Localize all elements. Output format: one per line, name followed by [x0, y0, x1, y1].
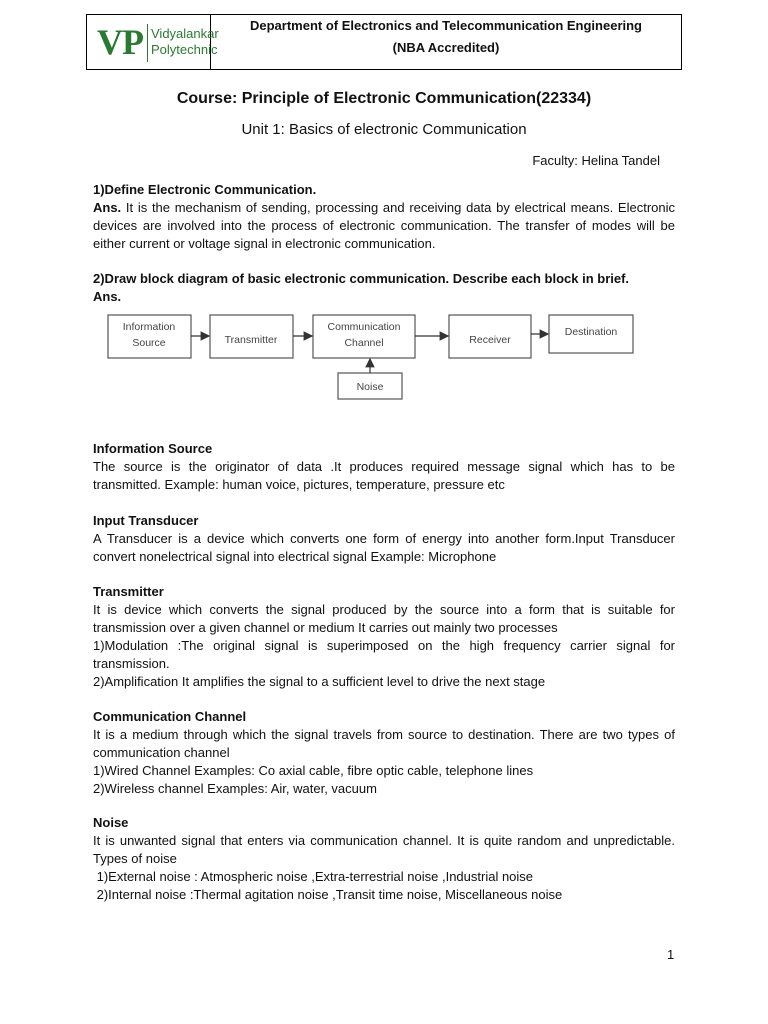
logo [87, 15, 219, 69]
section-transmitter [93, 583, 675, 691]
section-item: 2)Amplification It amplifies the signal to a sufficient level to drive the next stage [93, 674, 546, 689]
section-text: A Transducer is a device which converts one form of energy into another form.Input Transducer convert nonelectrical signal into electrical signal Example: Microphone [93, 531, 675, 564]
answer-label: Ans. [93, 289, 122, 304]
receiver-label: Receiver [469, 334, 511, 346]
logo-name-line1: Vidyalankar [151, 26, 219, 41]
accreditation: (NBA Accredited) [392, 40, 500, 55]
section-noise [93, 814, 675, 904]
section-input-transducer [93, 512, 675, 566]
section-heading: Input Transducer [93, 513, 199, 528]
unit-title: Unit 1: Basics of electronic Communication [241, 121, 527, 138]
question-1 [93, 181, 675, 253]
section-text: The source is the originator of data .It produces required message signal which has to be transmitted. Example: human voice, pictures, temperature, pressure etc [93, 459, 675, 492]
logo-name [151, 26, 219, 58]
destination-label: Destination [564, 326, 618, 338]
page-number: 1 [667, 947, 675, 962]
question-2 [93, 270, 675, 306]
section-heading: Noise [93, 815, 129, 830]
section-item: 1)External noise : Atmospheric noise ,Extra-terrestrial noise ,Industrial noise [93, 869, 534, 884]
section-heading: Information Source [93, 441, 213, 456]
section-text: It is unwanted signal that enters via communication channel. It is quite random and unpredictable. Types of noise [93, 833, 675, 866]
header-box [86, 14, 682, 70]
department-name: Department of Electronics and Telecommunication Engineering [250, 18, 642, 33]
faculty: Faculty: Helina Tandel [532, 153, 660, 168]
question-2-title: 2)Draw block diagram of basic electronic communication. Describe each block in brief. [93, 271, 630, 286]
info-source-label-1: Information [122, 321, 176, 333]
section-item: 2)Internal noise :Thermal agitation noise ,Transit time noise, Miscellaneous noise [93, 887, 563, 902]
logo-mark: VP [97, 22, 143, 62]
header-text [211, 15, 681, 59]
noise-label: Noise [356, 381, 384, 393]
answer-label: Ans. [93, 200, 122, 215]
section-heading: Communication Channel [93, 709, 247, 724]
section-text: It is device which converts the signal produced by the source into a form that is suitable for transmission over a given channel or medium It carries out mainly two processes [93, 602, 675, 635]
logo-divider [147, 24, 148, 62]
channel-label-1: Communication [327, 321, 401, 333]
section-heading: Transmitter [93, 584, 164, 599]
transmitter-label: Transmitter [224, 334, 278, 346]
section-information-source [93, 440, 675, 494]
logo-name-line2: Polytechnic [151, 42, 218, 57]
section-item: 2)Wireless channel Examples: Air, water, vacuum [93, 781, 377, 796]
info-source-label-2: Source [132, 337, 166, 349]
question-1-title: 1)Define Electronic Communication. [93, 182, 317, 197]
course-title: Course: Principle of Electronic Communication(22334) [176, 90, 592, 107]
section-communication-channel [93, 708, 675, 798]
block-diagram [106, 312, 666, 404]
section-text: It is a medium through which the signal travels from source to destination. There are two types of communication channel [93, 727, 675, 760]
section-item: 1)Wired Channel Examples: Co axial cable, fibre optic cable, telephone lines [93, 763, 534, 778]
question-1-answer [93, 199, 675, 253]
channel-label-2: Channel [344, 337, 384, 349]
section-item: 1)Modulation :The original signal is superimposed on the high frequency carrier signal for transmission. [93, 638, 675, 671]
answer-text: It is the mechanism of sending, processing and receiving data by electrical means. Electronic devices are involved into the process of electronic communication. The transfer of modes will be either current or voltage signal in electronic communication. [93, 200, 675, 251]
